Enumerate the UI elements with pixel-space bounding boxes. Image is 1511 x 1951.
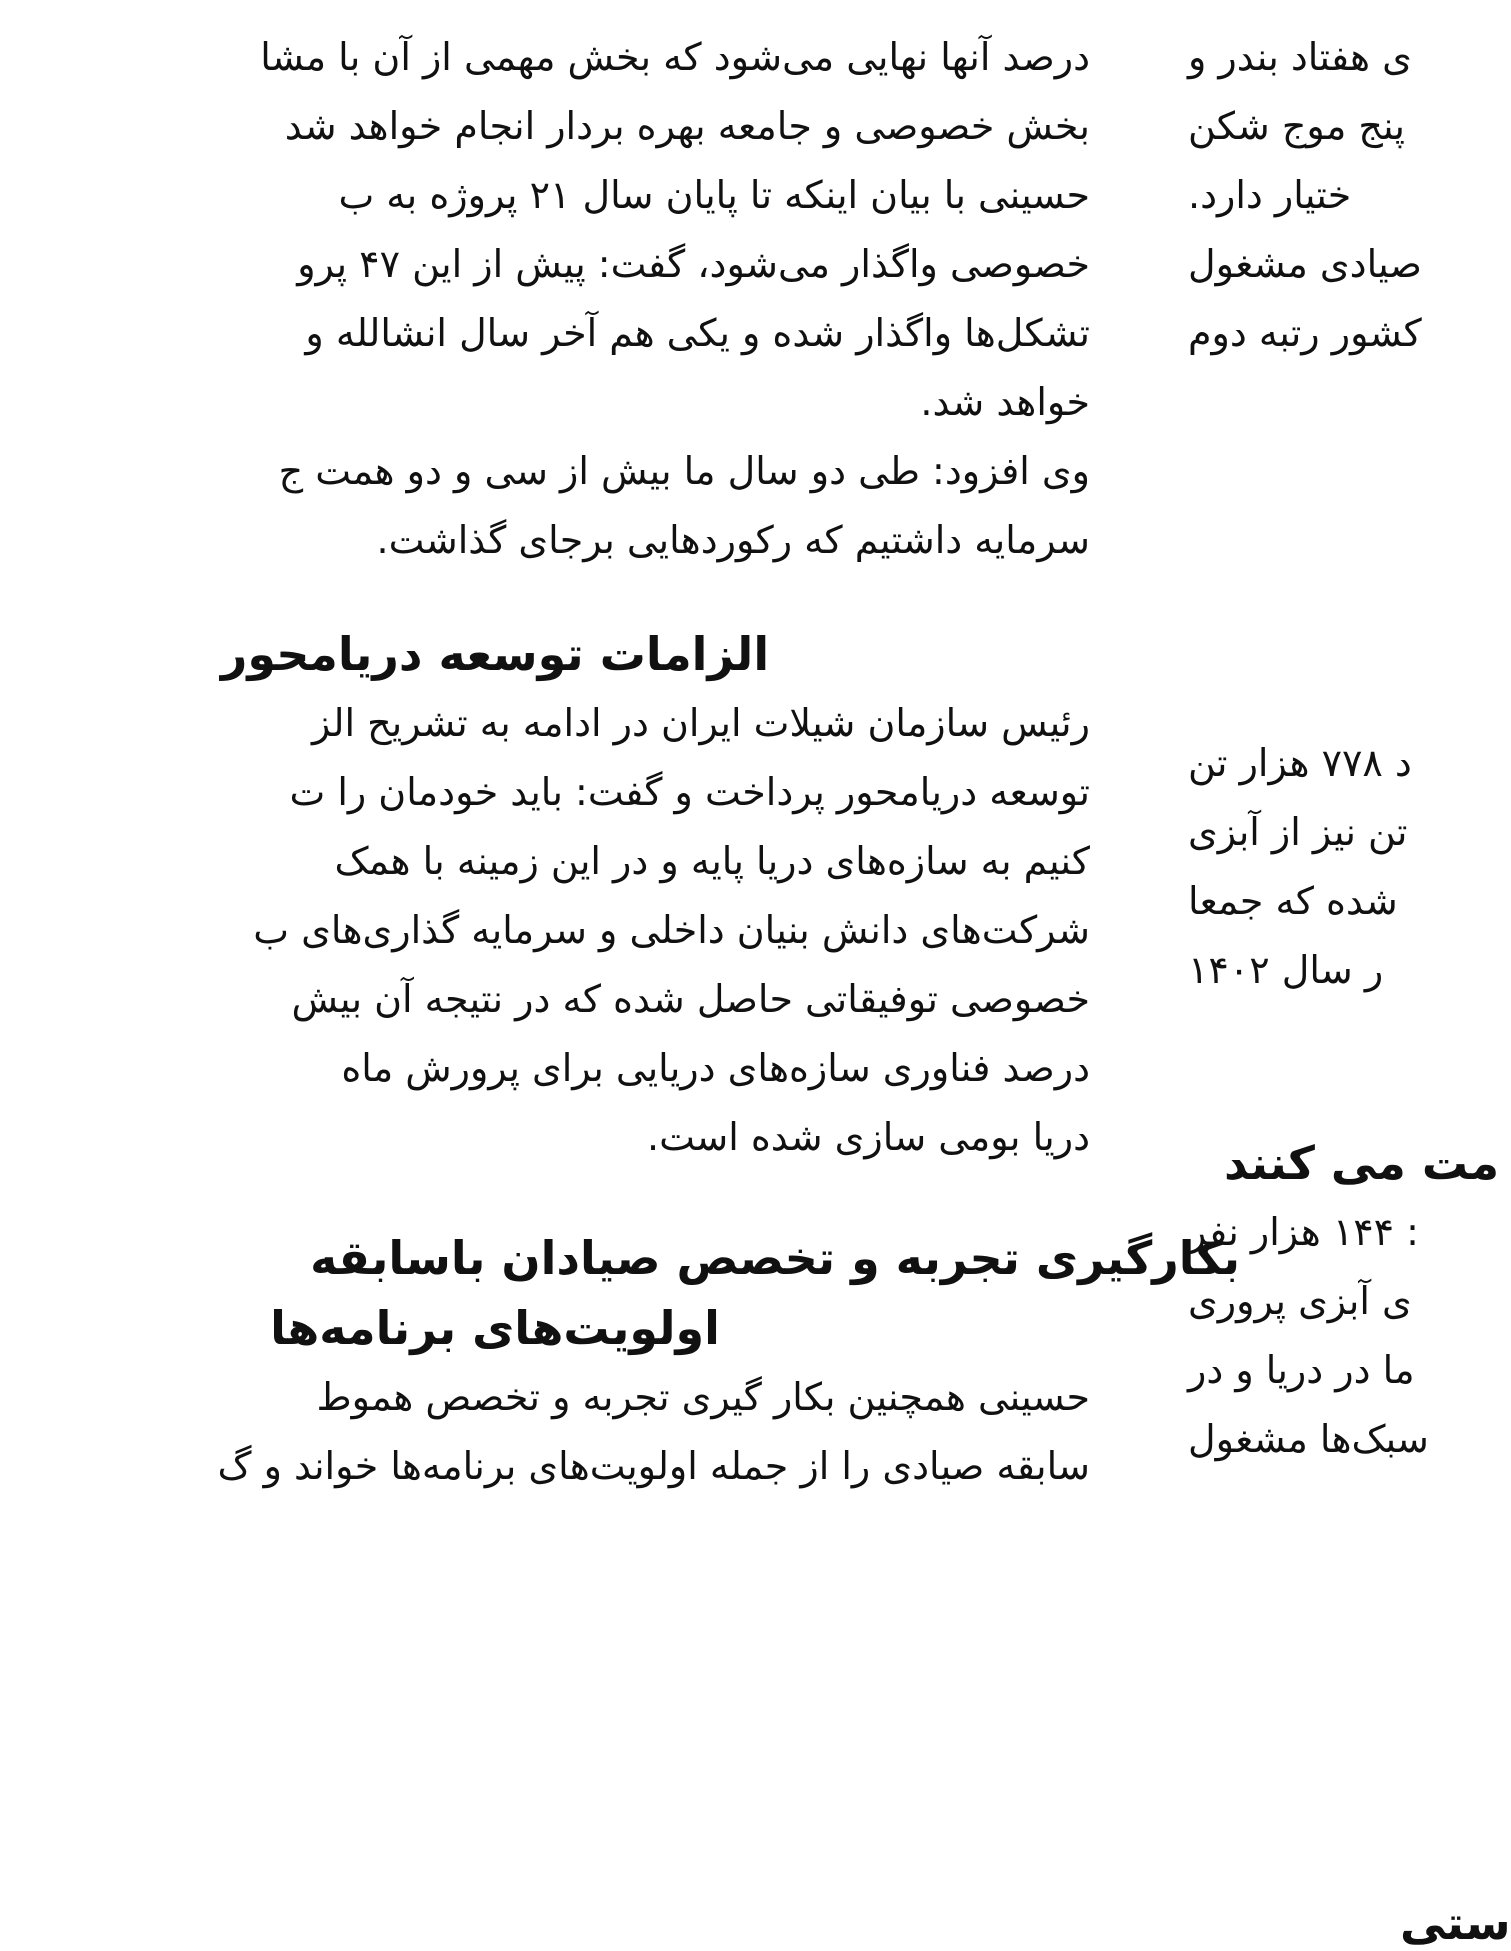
- side-block2-line-2: تن نیز از آبزی: [1188, 810, 1408, 854]
- side-section-heading: مت می کنند: [1224, 1136, 1500, 1190]
- side-article-column: [1188, 0, 1511, 1950]
- para1-line-6: خواهد شد.: [920, 380, 1090, 424]
- section-heading-2-line-1: بکارگیری تجربه و تخصص صیادان باسابقه: [310, 1231, 1240, 1285]
- section-heading-2-line-2: اولویت‌های برنامه‌ها: [270, 1301, 720, 1355]
- side-block1-line-5: کشور رتبه دوم: [1188, 311, 1422, 355]
- para2-line-1: وی افزود: طی دو سال ما بیش از سی و دو همت ج: [278, 449, 1090, 493]
- side-block3-line-3: ما در دریا و در: [1188, 1348, 1415, 1392]
- section-heading-1: الزامات توسعه دریامحور: [220, 627, 770, 681]
- side-block1-line-3: ختیار دارد.: [1188, 173, 1352, 217]
- side-block1-line-2: پنج موج شکن: [1188, 104, 1405, 148]
- para3-line-5: خصوصی توفیقاتی حاصل شده که در نتیجه آن بیش: [291, 977, 1090, 1021]
- side-block2-line-3: شده که جمعا: [1188, 879, 1398, 923]
- side-section-heading-partial: ستی: [1400, 1896, 1511, 1950]
- para1-line-3: حسینی با بیان اینکه تا پایان سال ۲۱ پروژه به ب: [338, 173, 1090, 217]
- para1-line-5: تشکل‌ها واگذار شده و یکی هم آخر سال انشالله و: [305, 311, 1090, 355]
- side-block1-line-1: ی هفتاد بندر و: [1188, 35, 1412, 79]
- para1-line-4: خصوصی واگذار می‌شود، گفت: پیش از این ۴۷ پرو: [297, 242, 1090, 286]
- para3-line-4: شرکت‌های دانش بنیان داخلی و سرمایه گذاری‌های ب: [253, 908, 1090, 952]
- para4-line-2: سابقه صیادی را از جمله اولویت‌های برنامه‌ها خواند و گ: [217, 1444, 1090, 1488]
- para3-line-6: درصد فناوری سازه‌های دریایی برای پرورش ماه: [341, 1046, 1090, 1090]
- para3-line-7: دریا بومی سازی شده است.: [647, 1115, 1090, 1159]
- para1-line-1: درصد آنها نهایی می‌شود که بخش مهمی از آن با مشا: [260, 35, 1090, 79]
- side-block3-line-1: : ۱۴۴ هزار نفر: [1188, 1210, 1419, 1254]
- side-block3-line-4: سبک‌ها مشغول: [1188, 1417, 1429, 1461]
- para3-line-2: توسعه دریامحور پرداخت و گفت: باید خودمان را ت: [289, 770, 1090, 814]
- side-block2-line-1: د ۷۷۸ هزار تن: [1188, 741, 1412, 785]
- para1-line-2: بخش خصوصی و جامعه بهره بردار انجام خواهد شد: [284, 104, 1090, 148]
- side-block3-line-2: ی آبزی پروری: [1188, 1279, 1412, 1323]
- para3-line-1: رئیس سازمان شیلات ایران در ادامه به تشریح الز: [311, 701, 1090, 745]
- para4-line-1: حسینی همچنین بکار گیری تجربه و تخصص هموط: [316, 1375, 1090, 1419]
- side-block2-line-4: ر سال ۱۴۰۲: [1188, 948, 1384, 992]
- para3-line-3: کنیم به سازه‌های دریا پایه و در این زمینه با همک: [334, 839, 1090, 883]
- side-block1-line-4: صیادی مشغول: [1188, 242, 1422, 286]
- para2-line-2: سرمایه داشتیم که رکوردهایی برجای گذاشت.: [376, 518, 1090, 562]
